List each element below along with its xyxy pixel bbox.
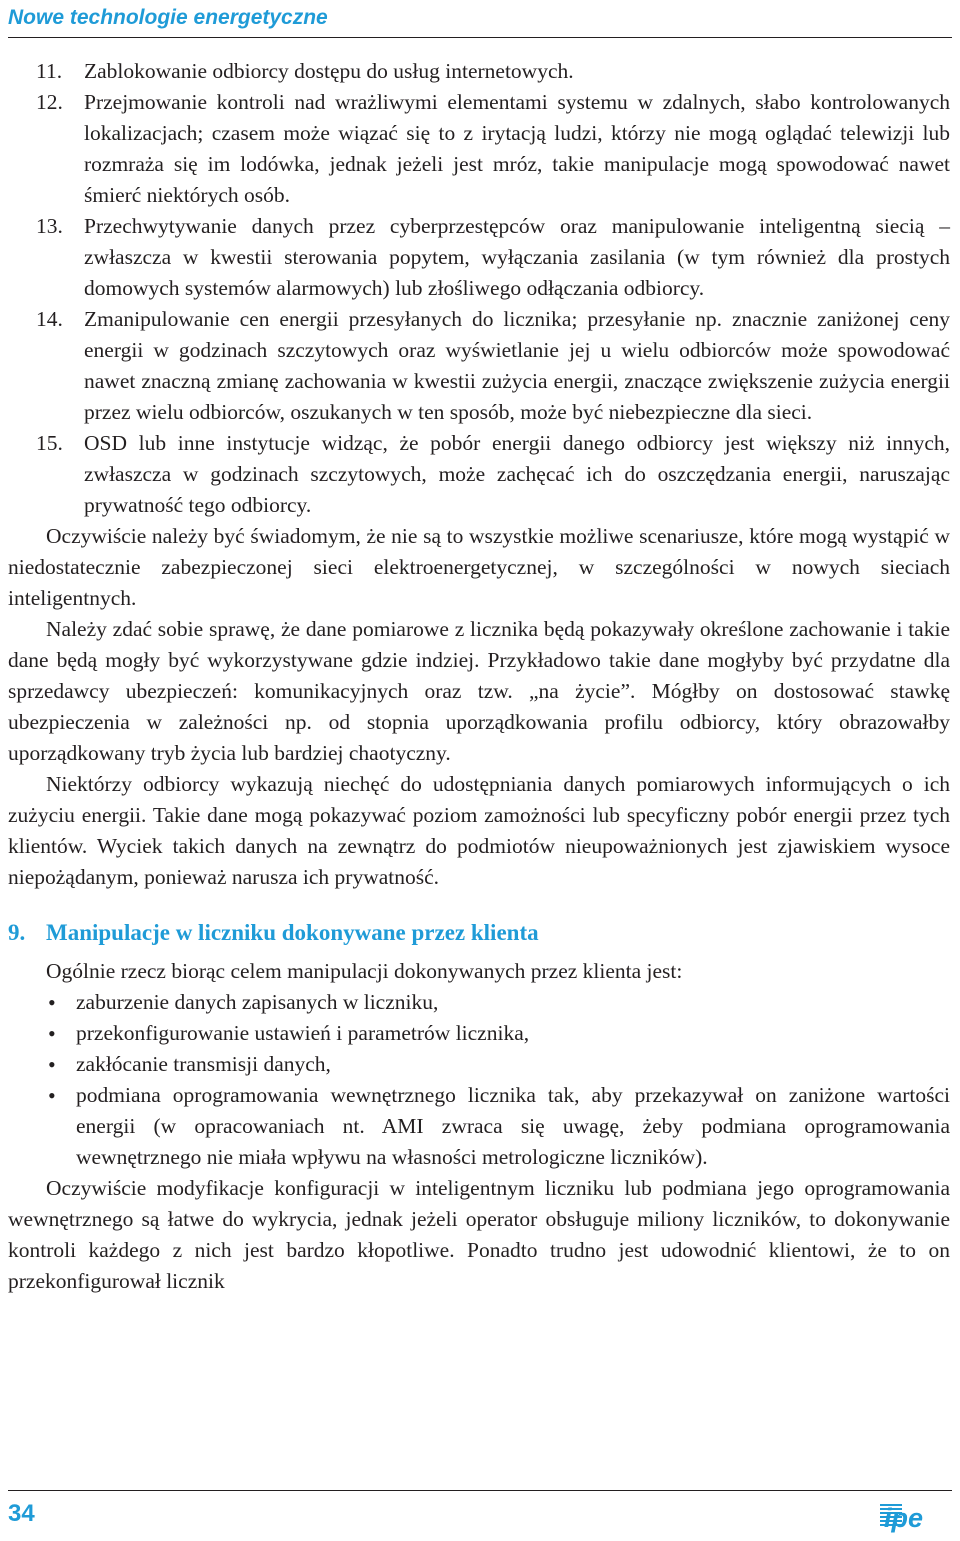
bullet-item [8, 1018, 950, 1049]
bullet-icon: • [48, 990, 56, 1015]
running-title: Nowe technologie energetyczne [8, 6, 328, 29]
list-item [8, 304, 950, 428]
paragraph: Oczywiście należy być świadomym, że nie są to wszystkie możliwe scenariusze, które mogą wystąpić w niedostatecznie zabezpieczonej sieci elektroenergetycznej, w szczególności w nowych sieciach inteligentnych. [8, 524, 950, 610]
section-number: 9. [8, 920, 26, 945]
list-item-text: Przechwytywanie danych przez cyberprzestępców oraz manipulowanie inteligentną siecią – zwłaszcza w kwestii sterowania popytem, wyłączania zasilania (w tym również dla prostych domowych systemów alarmowych) lub złośliwego odłączania odbiorcy. [84, 214, 950, 300]
header-rule [8, 37, 952, 38]
list-item [8, 428, 950, 521]
footer-rule [8, 1490, 952, 1491]
page-number: 34 [8, 1500, 35, 1527]
closing-paragraph: Oczywiście modyfikacje konfiguracji w inteligentnym liczniku lub podmiana jego oprogramowania wewnętrznego są łatwe do wykrycia, jednak jeżeli operator obsługuje miliony liczników, to dokonywanie kontroli każdego z nich jest bardzo kłopotliwe. Ponadto trudno jest udowodnić klientowi, że to on przekonfigurował licznik [8, 1176, 950, 1293]
bullet-item [8, 1080, 950, 1173]
bullet-text: przekonfigurowanie ustawień i parametrów licznika, [76, 1021, 530, 1045]
bullet-text: zakłócanie transmisji danych, [76, 1052, 331, 1076]
section-intro: Ogólnie rzecz biorąc celem manipulacji dokonywanych przez klienta jest: [46, 959, 683, 983]
paragraph: Niektórzy odbiorcy wykazują niechęć do udostępniania danych pomiarowych informujących o ich zużyciu energii. Takie dane mogą pokazywać poziom zamożności lub specyficzny pobór energii przez tych klientów. Wyciek takich danych na zewnątrz do podmiotów nieupoważnionych jest zjawiskiem wysoce niepożądanym, ponieważ narusza ich prywatność. [8, 772, 950, 889]
list-item-number: 13. [36, 214, 63, 238]
ipe-logo-icon [878, 1500, 952, 1534]
bullet-text: podmiana oprogramowania wewnętrznego licznika tak, aby przekazywał on zaniżone wartości energii (w opracowaniach nt. AMI zwraca się uwagę, żeby podmiana oprogramowania wewnętrznego nie miała wpływu na własności metrologiczne liczników). [76, 1083, 950, 1169]
list-item-number: 15. [36, 431, 63, 455]
logo-text: ipe [884, 1503, 924, 1533]
page-content [8, 56, 950, 1297]
list-item-text: Zmanipulowanie cen energii przesyłanych do licznika; przesyłanie np. znacznie zaniżonej ceny energii w godzinach szczytowych oraz wyświetlanie jej u wielu odbiorców może spowodować nawet znaczną zmianę zachowania w kwestii zużycia energii, znaczące zwiększenie zużycia energii przez wielu odbiorców, oszukanych w ten sposób, może być niebezpieczne dla sieci. [84, 307, 950, 424]
list-item-number: 11. [36, 59, 63, 83]
section-heading [8, 917, 950, 948]
list-item [8, 211, 950, 304]
list-item [8, 56, 950, 87]
bullet-item [8, 1049, 950, 1080]
bullet-icon: • [48, 1021, 56, 1046]
list-item-text: OSD lub inne instytucje widząc, że pobór energii danego odbiorcy jest większy niż innych, zwłaszcza w godzinach szczytowych, może zachęcać ich do oszczędzania energii, naruszając prywatność tego odbiorcy. [84, 431, 950, 517]
page-header [8, 0, 952, 40]
bullet-text: zaburzenie danych zapisanych w liczniku, [76, 990, 439, 1014]
list-item-number: 14. [36, 307, 63, 331]
list-item [8, 87, 950, 211]
list-item-text: Przejmowanie kontroli nad wrażliwymi elementami systemu w zdalnych, słabo kontrolowanych lokalizacjach; czasem może wiązać się to z irytacją ludzi, którzy nie mogą oglądać telewizji lub rozmraża się im lodówka, jednak jeżeli jest mróz, takie manipulacje mogą spowodować nawet śmierć niektórych osób. [84, 90, 950, 207]
bullet-item [8, 987, 950, 1018]
bullet-icon: • [48, 1052, 56, 1077]
section-title: Manipulacje w liczniku dokonywane przez klienta [46, 920, 539, 945]
list-item-number: 12. [36, 90, 63, 114]
list-item-text: Zablokowanie odbiorcy dostępu do usług internetowych. [84, 59, 574, 83]
paragraph: Należy zdać sobie sprawę, że dane pomiarowe z licznika będą pokazywały określone zachowanie i takie dane będą mogły być wykorzystywane gdzie indziej. Przykładowo takie dane mogłyby być przydatne dla sprzedawcy ubezpieczeń: komunikacyjnych oraz tzw. „na życie”. Mógłby on dostosować stawkę ubezpieczenia w zależności np. od stopnia uporządkowania profilu odbiorcy, który obrazowałby uporządkowany tryb życia lub bardziej chaotyczny. [8, 617, 950, 765]
bullet-icon: • [48, 1083, 56, 1108]
